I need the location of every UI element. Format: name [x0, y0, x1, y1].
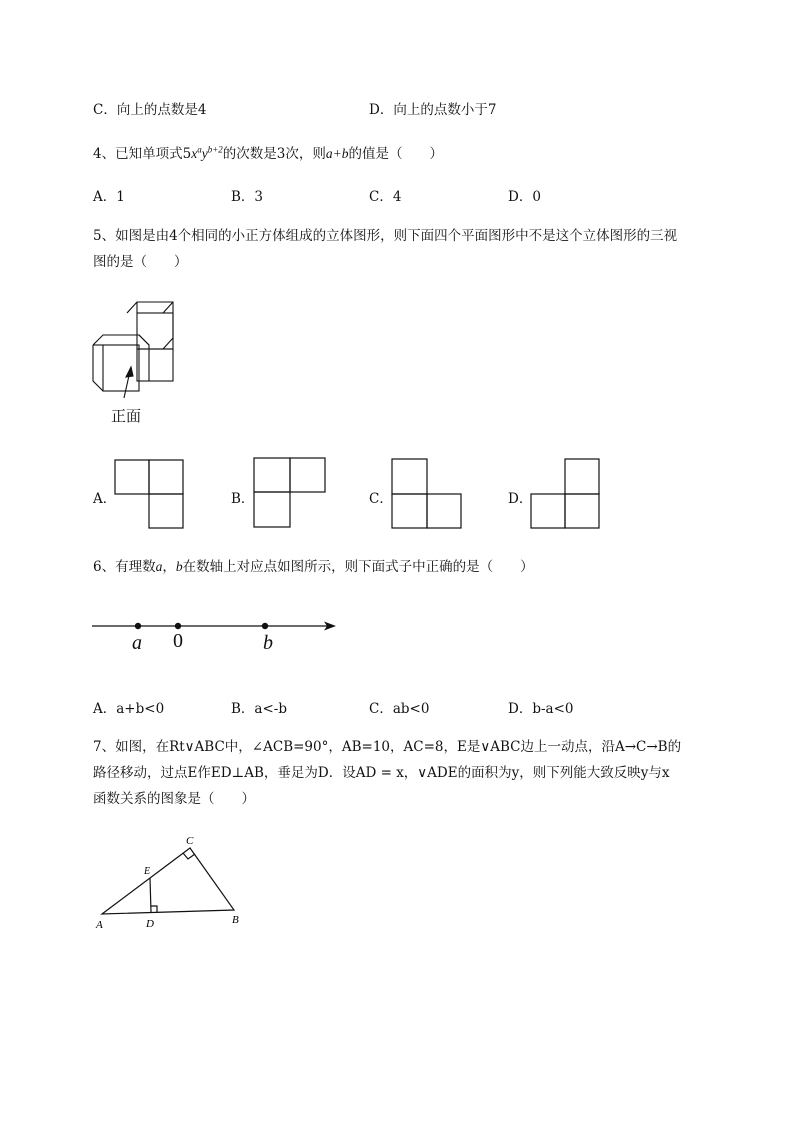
q6-var-a: a [155, 559, 163, 574]
q6-stem [93, 555, 534, 575]
q7-stem-line1: 7、如图，在Rt∨ABC中，∠ACB=90°，AB=10，AC=8，E是∨ABC边上一动点，沿A→C→B的 [93, 739, 682, 755]
q7-label-e: E [144, 866, 151, 877]
q7-stem-line3: 函数关系的图象是（ ） [93, 791, 255, 807]
q4-exp-b2: b+2 [207, 144, 223, 155]
q6-point-a [135, 623, 141, 629]
q4-text-after: 的值是（ ） [348, 146, 443, 162]
q4-text-mid: 的次数是3次，则 [222, 146, 326, 162]
q4-var-x: x [191, 146, 198, 161]
q4-option-c: C．4 [369, 189, 402, 205]
q4-var-y: y [201, 146, 208, 161]
q6-text2: 在数轴上对应点如图所示，则下面式子中正确的是（ ） [182, 559, 534, 575]
q5-option-b-label: B． [231, 491, 255, 507]
q7-triangle-figure [94, 830, 264, 940]
q3-option-c: C．向上的点数是4 [93, 102, 207, 118]
q4-option-a: A．1 [93, 189, 125, 205]
q7-stem-line2: 路径移动，过点E作ED⊥AB，垂足为D．设AD = x，∨ADE的面积为y，则下列能大致反映y与x [93, 765, 670, 781]
q4-number: 4、 [93, 146, 116, 162]
q4-stem [93, 142, 443, 162]
q5-option-b-figure [253, 457, 328, 529]
q6-axis-label-zero: 0 [173, 630, 183, 652]
q6-number: 6、 [93, 559, 116, 575]
q4-option-b: B．3 [231, 189, 264, 205]
q6-axis-label-b: b [263, 632, 273, 654]
q5-option-d-figure [530, 458, 602, 530]
q6-text1: 有理数 [115, 559, 156, 575]
q5-option-a-figure [114, 459, 186, 531]
q5-option-d-label: D． [508, 491, 533, 507]
q6-point-b [262, 623, 268, 629]
q5-front-label: 正面 [111, 407, 142, 425]
q6-option-a: A．a+b<0 [93, 701, 165, 717]
q6-var-b: b [175, 559, 183, 574]
q6-option-c: C．ab<0 [369, 701, 430, 717]
q5-option-c-figure [391, 458, 463, 530]
q6-number-line [92, 612, 352, 662]
q7-label-a: A [96, 919, 103, 931]
q7-label-c: C [186, 835, 194, 847]
q6-sep: ， [162, 559, 176, 575]
q6-option-d: D．b-a<0 [508, 701, 574, 717]
q7-label-d: D [146, 918, 154, 930]
q4-text-before: 已知单项式5 [115, 146, 192, 162]
q4-exp-a: a [197, 144, 202, 155]
q6-option-b: B．a<-b [231, 701, 287, 717]
q5-stem-line1: 5、如图是由4个相同的小正方体组成的立体图形，则下面四个平面图形中不是这个立体图形的三视 [93, 228, 678, 244]
q5-option-a-label: A． [93, 491, 117, 507]
q7-label-b: B [232, 914, 239, 926]
q6-point-zero [175, 623, 181, 629]
q4-expr-ab: a+b [325, 146, 349, 161]
q5-option-c-label: C． [369, 491, 393, 507]
q6-axis-label-a: a [132, 632, 142, 654]
q5-stem-line2: 图的是（ ） [93, 254, 188, 270]
q3-option-d: D．向上的点数小于7 [369, 102, 497, 118]
q4-option-d: D．0 [508, 189, 541, 205]
